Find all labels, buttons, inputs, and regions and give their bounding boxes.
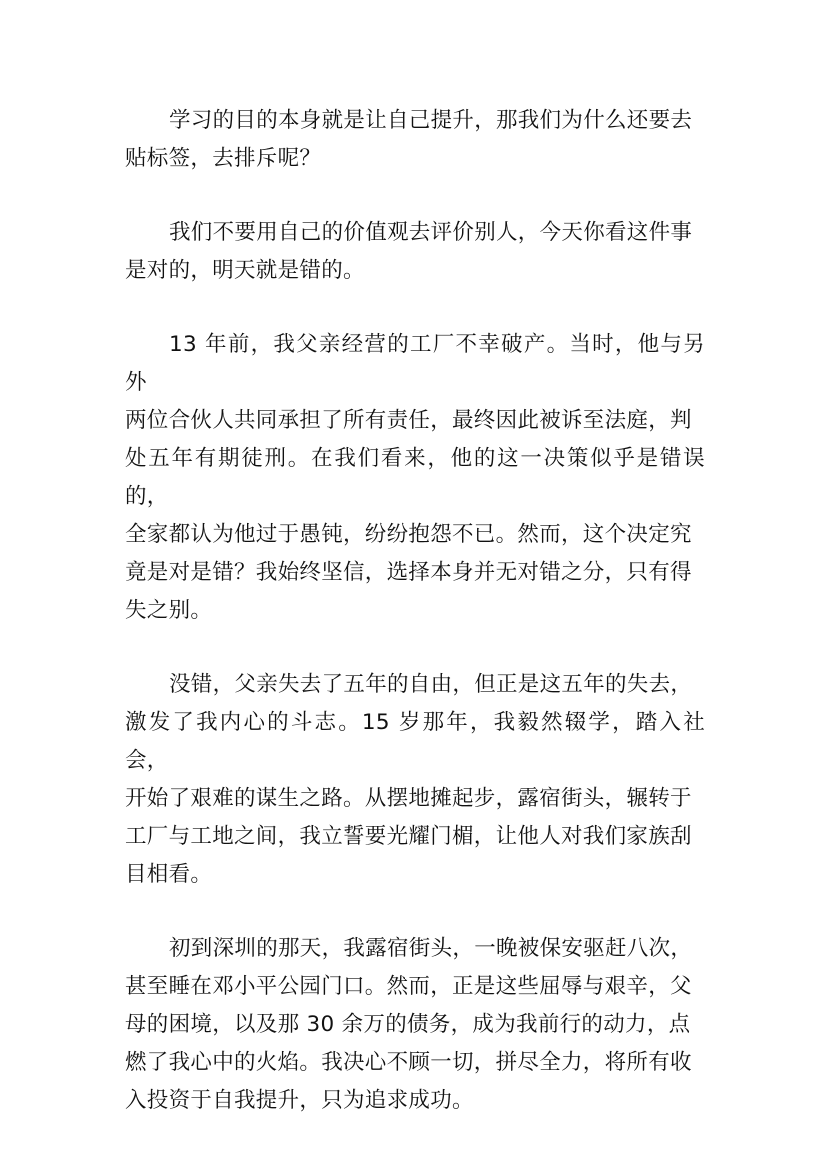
paragraph-line: 激发了我内心的斗志。15 岁那年，我毅然辍学，踏入社会， (125, 710, 705, 773)
paragraph-line: 燃了我心中的火焰。我决心不顾一切，拼尽全力，将所有收 (125, 1050, 692, 1075)
paragraph-2 (125, 214, 705, 290)
paragraph-line: 目相看。 (125, 862, 213, 887)
document-body (125, 102, 705, 1156)
paragraph-line: 全家都认为他过于愚钝，纷纷抱怨不已。然而，这个决定究 (125, 522, 692, 547)
paragraph-line: 是对的，明天就是错的。 (125, 258, 365, 283)
paragraph-line: 处五年有期徒刑。在我们看来，他的这一决策似乎是错误的， (125, 446, 705, 509)
paragraph-line: 工厂与工地之间，我立誓要光耀门楣，让他人对我们家族刮 (125, 824, 692, 849)
paragraph-3 (125, 326, 705, 630)
paragraph-line: 没错，父亲失去了五年的自由，但正是这五年的失去， (169, 672, 693, 697)
paragraph-line: 竟是对是错？我始终坚信，选择本身并无对错之分，只有得 (125, 560, 692, 585)
paragraph-5 (125, 930, 705, 1120)
paragraph-line: 失之别。 (125, 598, 213, 623)
paragraph-4 (125, 666, 705, 894)
paragraph-line: 入投资于自我提升，只为追求成功。 (125, 1088, 474, 1113)
paragraph-line: 初到深圳的那天，我露宿街头，一晚被保安驱赶八次， (169, 936, 693, 961)
paragraph-line: 贴标签，去排斥呢？ (125, 146, 322, 171)
paragraph-line: 我们不要用自己的价值观去评价别人，今天你看这件事 (169, 220, 693, 245)
paragraph-line: 学习的目的本身就是让自己提升，那我们为什么还要去 (169, 108, 693, 133)
paragraph-line: 两位合伙人共同承担了所有责任，最终因此被诉至法庭，判 (125, 408, 692, 433)
paragraph-line: 母的困境，以及那 30 余万的债务，成为我前行的动力，点 (125, 1012, 691, 1037)
paragraph-1 (125, 102, 705, 178)
paragraph-line: 开始了艰难的谋生之路。从摆地摊起步，露宿街头，辗转于 (125, 786, 692, 811)
paragraph-line: 13 年前，我父亲经营的工厂不幸破产。当时，他与另外 (125, 332, 705, 395)
paragraph-line: 甚至睡在邓小平公园门口。然而，正是这些屈辱与艰辛，父 (125, 974, 692, 999)
